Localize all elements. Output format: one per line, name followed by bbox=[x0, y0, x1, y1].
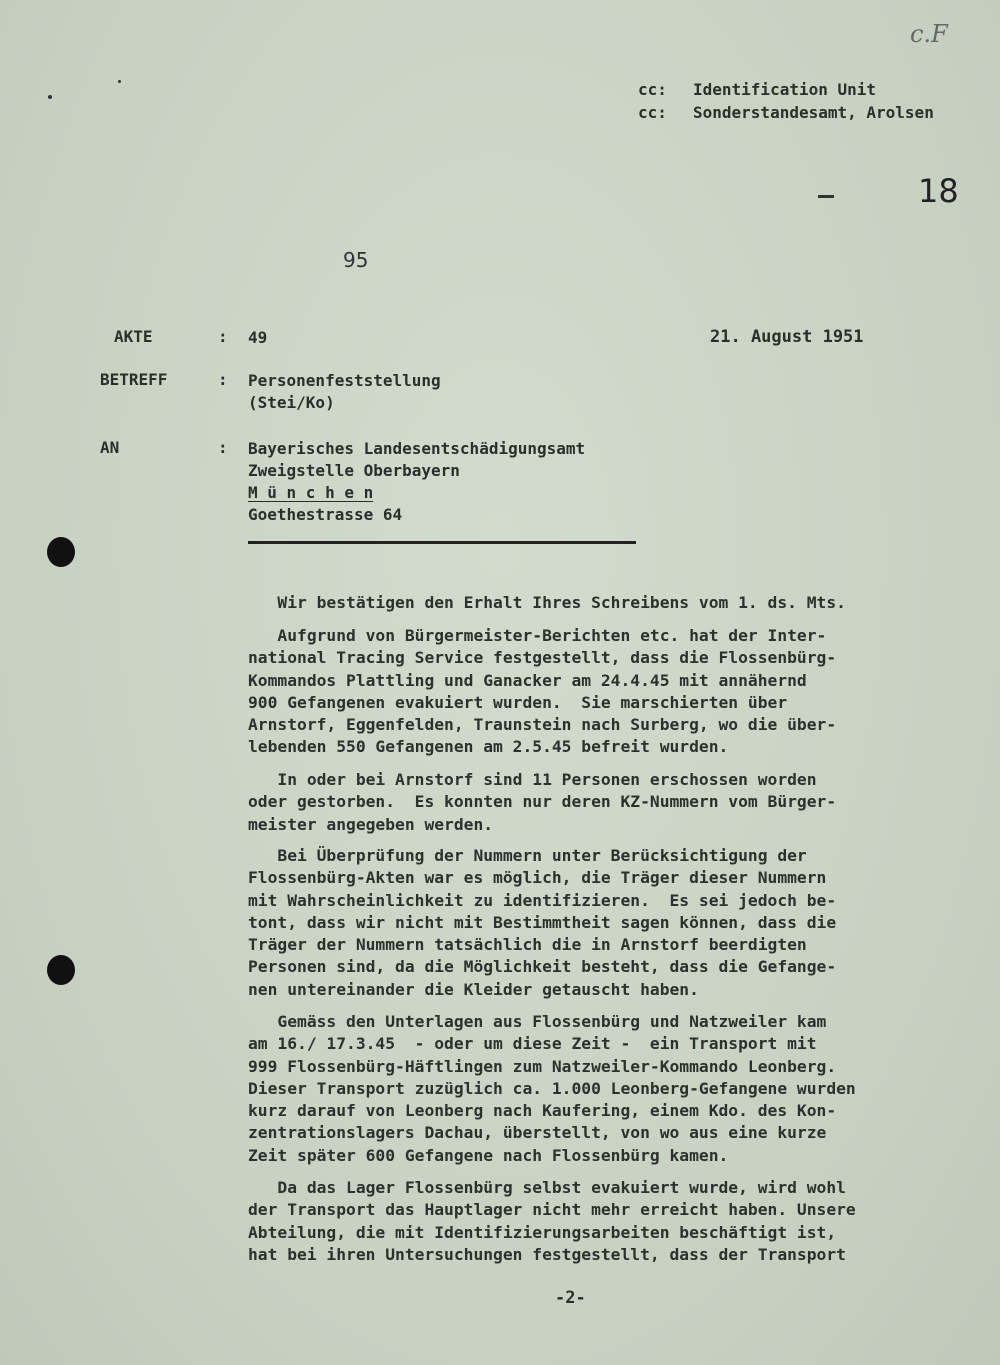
page-footer: -2- bbox=[555, 1288, 586, 1308]
akte-value: 49 bbox=[248, 328, 268, 347]
recipient-line-2: Zweigstelle Oberbayern bbox=[248, 461, 460, 480]
paragraph-4: Bei Überprüfung der Nummern unter Berücksichtigung der Flossenbürg-Akten war es möglich, die Träger dieser Nummern mit Wahrscheinlichkeit zu identifizieren. Es sei jedoch be- tont, dass wir nicht mit Bestimmtheit sagen können, dass die Träger der Nummern tatsächlich die in Arnstorf beerdigten Personen sind, da die Möglichkeit besteht, dass die Gefange- nen untereinander die Kleider getauscht haben. bbox=[248, 846, 837, 999]
file-number: 95 bbox=[343, 248, 369, 272]
colon: : bbox=[218, 370, 228, 389]
cc-label: cc: bbox=[638, 103, 667, 122]
paragraph-1: Wir bestätigen den Erhalt Ihres Schreibens vom 1. ds. Mts. bbox=[248, 593, 846, 612]
paragraph-3: In oder bei Arnstorf sind 11 Personen erschossen worden oder gestorben. Es konnten nur deren KZ-Nummern vom Bürger- meister angegeben werden. bbox=[248, 770, 837, 834]
recipient-line-1: Bayerisches Landesentschädigungsamt bbox=[248, 439, 586, 458]
separator-line bbox=[248, 541, 636, 544]
punch-hole-top bbox=[47, 537, 75, 567]
paragraph-6: Da das Lager Flossenbürg selbst evakuiert wurde, wird wohl der Transport das Hauptlager nicht mehr erreicht haben. Unsere Abteilung, die mit Identifizierungsarbeiten beschäftigt ist, hat bei ihren Untersuchungen festgestellt, dass der Transport bbox=[248, 1178, 856, 1264]
page-number-top: 18 bbox=[918, 172, 959, 210]
betreff-label: BETREFF bbox=[100, 370, 168, 389]
an-label: AN bbox=[100, 438, 120, 457]
letter-date: 21. August 1951 bbox=[710, 327, 864, 347]
dash-mark bbox=[818, 195, 834, 198]
paragraph-2: Aufgrund von Bürgermeister-Berichten etc. hat der Inter- national Tracing Service festgestellt, dass die Flossenbürg- Kommandos Plattling und Ganacker am 24.4.45 mit annähernd 900 Gefangenen evakuiert wurden. Sie marschierten über Arnstorf, Eggenfelden, Traunstein nach Surberg, wo die über- lebenden 550 Gefangenen am 2.5.45 befreit wurden. bbox=[248, 626, 837, 757]
cc-value: Identification Unit bbox=[693, 80, 877, 99]
betreff-value: Personenfeststellung (Stei/Ko) bbox=[248, 371, 441, 412]
cc-value: Sonderstandesamt, Arolsen bbox=[693, 103, 934, 122]
cc-label: cc: bbox=[638, 80, 667, 99]
handwritten-note: c.F bbox=[910, 20, 948, 48]
colon: : bbox=[218, 327, 228, 346]
paragraph-5: Gemäss den Unterlagen aus Flossenbürg und Natzweiler kam am 16./ 17.3.45 - oder um diese Zeit - ein Transport mit 999 Flossenbürg-Häftlingen zum Natzweiler-Kommando Leonberg. Dieser Transport zuzüglich ca. 1.000 Leonberg-Gefangene wurden kurz darauf von Leonberg nach Kaufering, einem Kdo. des Kon- zentrationslagers Dachau, überstellt, von wo aus eine kurze Zeit später 600 Gefangene nach Flossenbürg kamen. bbox=[248, 1012, 856, 1165]
punch-hole-bottom bbox=[47, 955, 75, 985]
akte-label: AKTE bbox=[114, 327, 153, 346]
recipient-street: Goethestrasse 64 bbox=[248, 505, 403, 524]
recipient-city: M ü n c h e n bbox=[248, 483, 374, 502]
speck bbox=[118, 80, 121, 83]
cc-line-2 bbox=[638, 103, 934, 122]
colon: : bbox=[218, 438, 228, 457]
speck bbox=[48, 95, 52, 99]
cc-line-1 bbox=[638, 80, 876, 99]
